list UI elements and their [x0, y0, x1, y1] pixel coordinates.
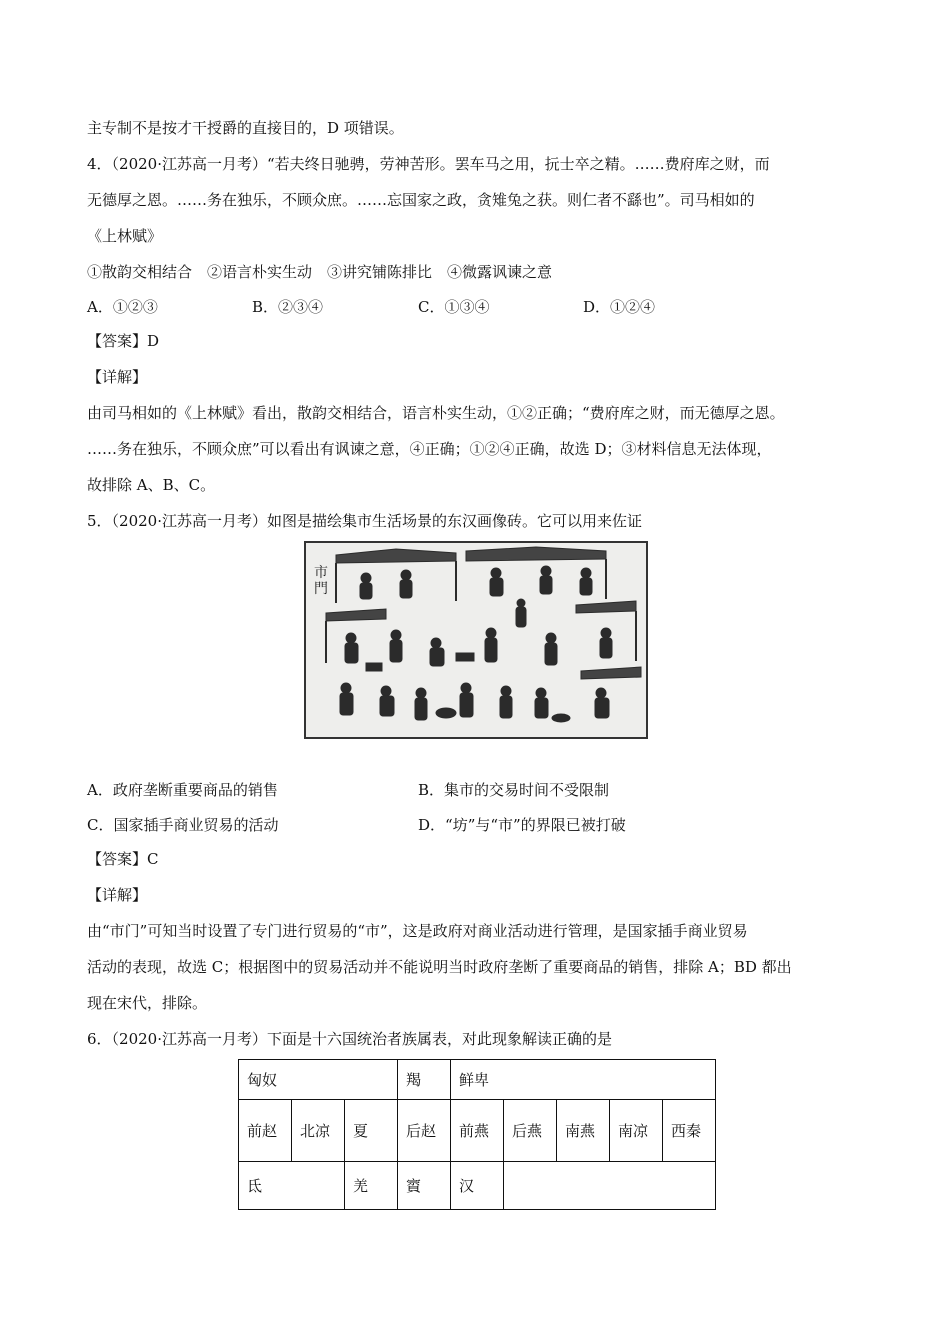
q4-detail-line-1: 由司马相如的《上林赋》看出，散韵交相结合，语言朴实生动，①②正确；“费府库之财，而无德厚之恩。 [87, 404, 785, 422]
cell-empty [504, 1162, 716, 1210]
q4-option-d: D．①②④ [583, 298, 656, 316]
cell-qiang: 羌 [345, 1162, 398, 1210]
q4-stem-line-3: 《上林赋》 [87, 227, 163, 245]
q4-detail-line-3: 故排除 A、B、C。 [87, 476, 216, 494]
cell-houzhao: 后赵 [398, 1100, 451, 1162]
cell-beiliang: 北凉 [292, 1100, 345, 1162]
q5-detail-line-3: 现在宋代，排除。 [87, 994, 208, 1012]
cell-xianbei: 鲜卑 [451, 1060, 716, 1100]
cell-qianyan: 前燕 [451, 1100, 504, 1162]
q5-detail-label: 【详解】 [87, 886, 148, 904]
q4-stem-line-1: 4．（2020·江苏高一月考）“若夫终日驰骋，劳神苦形。罢车马之用，抏士卒之精。……费府库之财，而 [87, 155, 770, 173]
table-row [239, 1060, 716, 1100]
cell-han: 汉 [451, 1162, 504, 1210]
q5-stem: 5．（2020·江苏高一月考）如图是描绘集市生活场景的东汉画像砖。它可以用来佐证 [87, 512, 642, 530]
cell-di: 氐 [239, 1162, 345, 1210]
q5-option-d: D．“坊”与“市”的界限已被打破 [418, 816, 626, 834]
market-gate-label: 市門 [314, 565, 328, 597]
q4-detail-label: 【详解】 [87, 368, 148, 386]
cell-houyan: 后燕 [504, 1100, 557, 1162]
q5-detail-line-1: 由“市门”可知当时设置了专门进行贸易的“市”，这是政府对商业活动进行管理，是国家插手商业贸易 [87, 922, 748, 940]
q4-option-a: A．①②③ [87, 298, 158, 316]
q4-option-b: B．②③④ [252, 298, 324, 316]
q5-option-b: B．集市的交易时间不受限制 [418, 781, 610, 799]
cell-qianzhao: 前赵 [239, 1100, 292, 1162]
han-market-brick-image [304, 541, 648, 739]
intro-line: 主专制不是按才干授爵的直接目的，D 项错误。 [87, 119, 404, 137]
cell-xia: 夏 [345, 1100, 398, 1162]
cell-xiongnu: 匈奴 [239, 1060, 398, 1100]
sixteen-kingdoms-ethnicity-table [238, 1059, 716, 1210]
q4-answer: 【答案】D [87, 332, 160, 350]
table-row [239, 1100, 716, 1162]
cell-nanyan: 南燕 [557, 1100, 610, 1162]
q6-stem: 6．（2020·江苏高一月考）下面是十六国统治者族属表，对此现象解读正确的是 [87, 1030, 612, 1048]
cell-nanliang: 南凉 [610, 1100, 663, 1162]
q5-detail-line-2: 活动的表现，故选 C；根据图中的贸易活动并不能说明当时政府垄断了重要商品的销售，排除 A；BD 都出 [87, 958, 792, 976]
cell-cong: 賨 [398, 1162, 451, 1210]
q5-option-c: C．国家插手商业贸易的活动 [87, 816, 279, 834]
q4-stem-line-2: 无德厚之恩。……务在独乐，不顾众庶。……忘国家之政，贪雉兔之获。则仁者不繇也”。司马相如的 [87, 191, 755, 209]
q4-option-c: C．①③④ [418, 298, 490, 316]
market-scene-drawing [306, 543, 646, 737]
cell-xiqin: 西秦 [663, 1100, 716, 1162]
q4-items: ①散韵交相结合 ②语言朴实生动 ③讲究铺陈排比 ④微露讽谏之意 [87, 263, 553, 281]
cell-jie: 羯 [398, 1060, 451, 1100]
q4-detail-line-2: ……务在独乐，不顾众庶”可以看出有讽谏之意，④正确；①②④正确，故选 D；③材料信息无法体现， [87, 440, 772, 458]
q5-option-a: A．政府垄断重要商品的销售 [87, 781, 278, 799]
table-row [239, 1162, 716, 1210]
q5-answer: 【答案】C [87, 850, 159, 868]
